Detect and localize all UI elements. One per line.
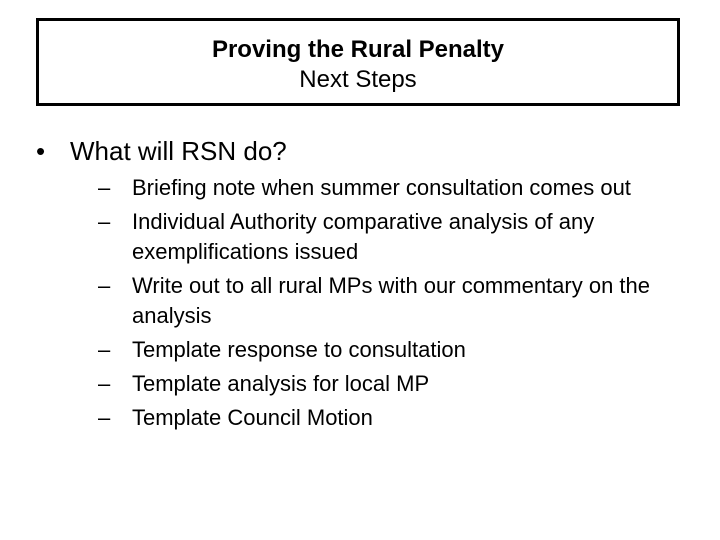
sub-list-item	[98, 207, 676, 267]
dash-icon: –	[98, 337, 111, 362]
slide-subtitle: Next Steps	[299, 66, 417, 93]
sub-list-item-text: Write out to all rural MPs with our commentary on the analysis	[132, 273, 651, 328]
sub-list-item-text: Template Council Motion	[132, 405, 373, 430]
sub-list-item	[98, 271, 676, 331]
dash-icon: –	[98, 209, 111, 234]
bullet-item	[36, 135, 676, 167]
slide-title: Proving the Rural Penalty	[211, 36, 505, 63]
sub-list-item-text: Template analysis for local MP	[132, 371, 430, 396]
sub-list-item-text: Briefing note when summer consultation comes out	[132, 175, 631, 200]
sub-list	[36, 173, 676, 433]
sub-list-item-text: Template response to consultation	[132, 337, 466, 362]
title-box	[36, 18, 680, 106]
sub-list-item	[98, 403, 676, 433]
sub-list-item-text: Individual Authority comparative analysis of any exemplifications issued	[132, 209, 595, 264]
sub-list-item	[98, 369, 676, 399]
dash-icon: –	[98, 273, 111, 298]
sub-list-item	[98, 173, 676, 203]
dash-icon: –	[98, 175, 111, 200]
slide-content	[36, 135, 676, 437]
bullet-text: What will RSN do?	[70, 136, 287, 166]
dash-icon: –	[98, 371, 111, 396]
bullet-icon: •	[36, 136, 46, 166]
dash-icon: –	[98, 405, 111, 430]
sub-list-item	[98, 335, 676, 365]
